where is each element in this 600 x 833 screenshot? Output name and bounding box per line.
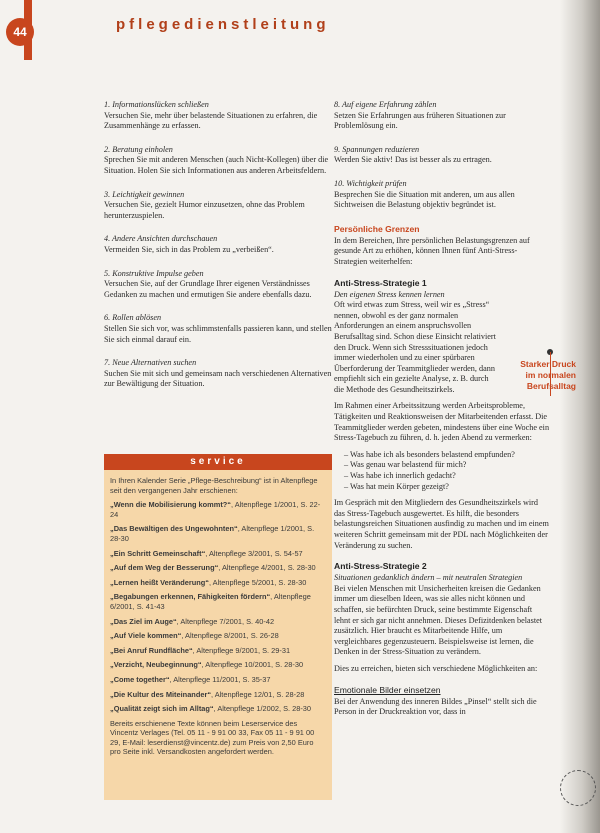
article-title: „Auf dem Weg der Besserung“ (110, 563, 219, 573)
article-reference (110, 690, 326, 700)
item-title: 8. Auf eigene Erfahrung zählen (334, 100, 437, 109)
service-intro: In Ihren Kalender Serie „Pflege-Beschreibung“ ist in Altenpflege seit den vergangenen Jahr erschienen: (110, 476, 318, 495)
article-reference (110, 524, 326, 543)
left-item (104, 145, 332, 177)
article-source: , Altenpflege 11/2001, S. 35-37 (169, 674, 271, 684)
article-reference (110, 592, 326, 611)
strategy3-heading: Emotionale Bilder einsetzen (334, 684, 441, 695)
article-source: , Altenpflege 12/01, S. 28-28 (211, 689, 305, 699)
item-text: Setzen Sie Erfahrungen aus früheren Situationen zur Problemlösung ein. (334, 110, 506, 131)
strategy1-heading: Anti-Stress-Strategie 1 (334, 277, 427, 288)
strategy1-subtitle: Den eigenen Stress kennen lernen (334, 289, 445, 299)
strategy1-paragraph-1: Oft wird etwas zum Stress, weil wir es „Stress“ nennen, obwohl es der ganz normalen Anforderungen an einem anspruchsvollen Berufsalltag sind. Schon diese Einsicht relativiert den Druck. Wenn sich Stresssituationen jedoch immer wiederholen und zu einer spürbaren Überforderung der Teammitglieder werden, dann empfiehlt sich ein gezielte Analyse, z. B. durch die Methode des Gesundheitszirkels. (334, 300, 496, 394)
article-title: „Bei Anruf Rundfläche“ (110, 645, 193, 655)
personal-limits-text: In dem Bereichen, Ihre persönlichen Belastungsgrenzen auf gesunde Art zu erhöhen, können Ihnen fünf Anti-Stress-Strategien weiterhelfen: (334, 235, 530, 266)
article-source: , Altenpflege 1/2002, S. 28-30 (213, 704, 312, 714)
page-gutter-shadow (560, 0, 600, 833)
item-title: 10. Wichtigkeit prüfen (334, 178, 407, 188)
item-text: Stellen Sie sich vor, was schlimmstenfalls passieren kann, und stellen Sie sich einmal darauf ein. (104, 323, 332, 344)
item-text: Besprechen Sie die Situation mit anderen, um aus allen Sichtweisen die Belastung objektiv begründet ist. (334, 189, 515, 210)
page-number: 44 (6, 18, 34, 46)
article-source: , Altenpflege 4/2001, S. 28-30 (218, 563, 316, 573)
strategy1-paragraph-3: Im Gespräch mit den Mitgliedern des Gesundheitszirkels wird das Stress-Tagebuch ausgewertet. Es hilft, die besonders belastungsreichen Situationen ausfindig zu machen und im einem weiteren Schritt gemeinsam mit der PDL nach Möglichkeiten der Veränderung zu suchen. (334, 498, 549, 550)
article-source: , Altenpflege 8/2001, S. 26-28 (181, 631, 279, 641)
article-reference (110, 675, 326, 685)
article-title: „Das Ziel im Auge“ (110, 616, 177, 626)
service-body (104, 470, 332, 768)
corner-stamp-icon (560, 770, 596, 806)
strategy2-subtitle: Situationen gedanklich ändern – mit neutralen Strategien (334, 573, 523, 583)
left-item (104, 190, 332, 222)
article-title: „Das Bewältigen des Ungewohnten“ (110, 524, 238, 534)
article-title: „Lernen heißt Veränderung“ (110, 577, 209, 587)
article-title: „Die Kultur des Miteinander“ (110, 689, 212, 699)
article-reference-list (110, 500, 326, 714)
stress-diary-questions (334, 450, 550, 492)
left-item (104, 269, 332, 301)
article-reference (110, 563, 326, 573)
service-footer: Bereits erschienene Texte können beim Leserservice des Vincentz Verlages (Tel. 05 11 - 9 91 00 33, Fax 05 11 - 9 91 00 29, E-Mail: leserdienst@vincentz.de) zum Preis von 2,50 Euro pro Seite inkl. Versandkosten angefordert werden. (110, 718, 315, 757)
article-source: , Altenpflege 1/2001, S. 22-24 (110, 500, 321, 519)
diary-question: – Was hat mein Körper gezeigt? (344, 482, 550, 493)
left-column (104, 100, 332, 403)
strategy2-paragraph-1: Bei vielen Menschen mit Unsicherheiten kreisen die Gedanken immer um dieselben Ideen, was sie alles nicht können und schaffen, sie befürchten Druck, seine bestimmte Eigenschaft lehnt er sich gar nicht annehmen. Dieses Defizitdenken belastet zusätzlich. Hier braucht es Mitarbeitende Hilfe, um vergleichbares gegenzusteuern. Beispielsweise ist lernen, die Denken in der Stress-Situation zu verändern. (334, 583, 543, 657)
article-title: „Verzicht, Neubeginnung“ (110, 660, 202, 670)
item-title: 4. Andere Ansichten durchschauen (104, 234, 218, 244)
personal-limits-heading: Persönliche Grenzen (334, 223, 420, 234)
article-reference (110, 646, 326, 656)
item-text: Vermeiden Sie, sich in das Problem zu „verbeißen“. (104, 244, 274, 254)
article-source: , Altenpflege 7/2001, S. 40-42 (176, 616, 275, 626)
item-text: Versuchen Sie, auf der Grundlage Ihrer eigenen Verständnisses Gedanken zu machen und ermutigen Sie andere ebenfalls dazu. (104, 279, 312, 299)
diary-question: – Was habe ich als besonders belastend empfunden? (344, 450, 550, 461)
article-title: „Wenn die Mobilisierung kommt?“ (110, 500, 231, 510)
article-reference (110, 660, 326, 670)
service-title: service (104, 454, 332, 470)
article-title: „Auf Viele kommen“ (110, 631, 182, 641)
article-reference (110, 631, 326, 641)
article-title: „Come together“ (110, 674, 170, 684)
item-text: Sprechen Sie mit anderen Menschen (auch Nicht-Kollegen) über die Situation. Holen Sie sich Informationen aus anderen Arbeitsfeldern. (104, 155, 329, 175)
strategy2-paragraph-2: Dies zu erreichen, bieten sich verschiedene Möglichkeiten an: (334, 663, 538, 673)
item-text: Versuchen Sie, mehr über belastende Situationen zu erfahren, die Zusammenhänge zu erfassen. (104, 110, 318, 131)
article-source: , Altenpflege 9/2001, S. 29-31 (192, 645, 291, 655)
strategy1-paragraph-2: Im Rahmen einer Arbeitssitzung werden Arbeitsprobleme, Tätigkeiten und Reaktionsweisen der Mitarbeitenden erfasst. Die Teammitglieder werden gebeten, mindestens über eine Woche ein Stress-Tagebuch zu führen, d. h. jeden Abend zu vermerken: (334, 401, 550, 443)
right-item (334, 100, 550, 132)
item-text: Versuchen Sie, gezielt Humor einzusetzen, ohne das Problem herunterzuspielen. (104, 200, 305, 220)
right-item (334, 179, 550, 211)
article-source: , Altenpflege 6/2001, S. 41-43 (110, 592, 311, 611)
pull-quote: Starker Druck im normalen Berufsalltag (520, 359, 576, 391)
right-column (334, 100, 550, 724)
strategy2-heading: Anti-Stress-Strategie 2 (334, 561, 427, 572)
left-item (104, 234, 332, 255)
item-title: 6. Rollen ablösen (104, 313, 162, 323)
article-title: „Begabungen erkennen, Fähigkeiten fördern“ (110, 592, 271, 602)
right-strategy-list (334, 100, 550, 211)
article-title: „Ein Schritt Gemeinschaft“ (110, 548, 206, 558)
article-source: , Altenpflege 5/2001, S. 28-30 (208, 577, 307, 587)
article-title: „Qualität zeigt sich im Alltag“ (110, 704, 214, 714)
article-reference (110, 578, 326, 588)
item-title: 1. Informationslücken schließen (104, 100, 209, 109)
item-title: 3. Leichtigkeit gewinnen (104, 189, 185, 199)
left-item (104, 100, 332, 132)
service-box (104, 454, 332, 800)
item-text: Suchen Sie mit sich und gemeinsam nach verschiedenen Alternativen zur Bewältigung der Situation. (104, 368, 332, 389)
right-item (334, 145, 550, 166)
diary-question: – Was genau war belastend für mich? (344, 460, 550, 471)
item-title: 5. Konstruktive Impulse geben (104, 268, 204, 278)
article-source: , Altenpflege 1/2001, S. 28-30 (110, 524, 315, 543)
article-source: , Altenpflege 10/2001, S. 28-30 (201, 660, 304, 670)
left-item (104, 358, 332, 390)
article-reference (110, 704, 326, 714)
item-text: Werden Sie aktiv! Das ist besser als zu ertragen. (334, 155, 492, 165)
item-title: 9. Spannungen reduzieren (334, 144, 420, 154)
diary-question: – Was habe ich innerlich gedacht? (344, 471, 550, 482)
article-reference (110, 549, 326, 559)
left-item (104, 313, 332, 345)
section-header: pflegedienstleitung (116, 16, 330, 33)
left-strategy-list (104, 100, 332, 390)
article-source: , Altenpflege 3/2001, S. 54-57 (205, 548, 303, 558)
article-reference (110, 617, 326, 627)
item-title: 2. Beratung einholen (104, 144, 173, 154)
article-reference (110, 500, 326, 519)
item-title: 7. Neue Alternativen suchen (104, 358, 197, 368)
strategy3-text: Bei der Anwendung des inneren Bildes „Pinsel“ stellt sich die Person in der Druckreaktion vor, dass in (334, 696, 537, 717)
